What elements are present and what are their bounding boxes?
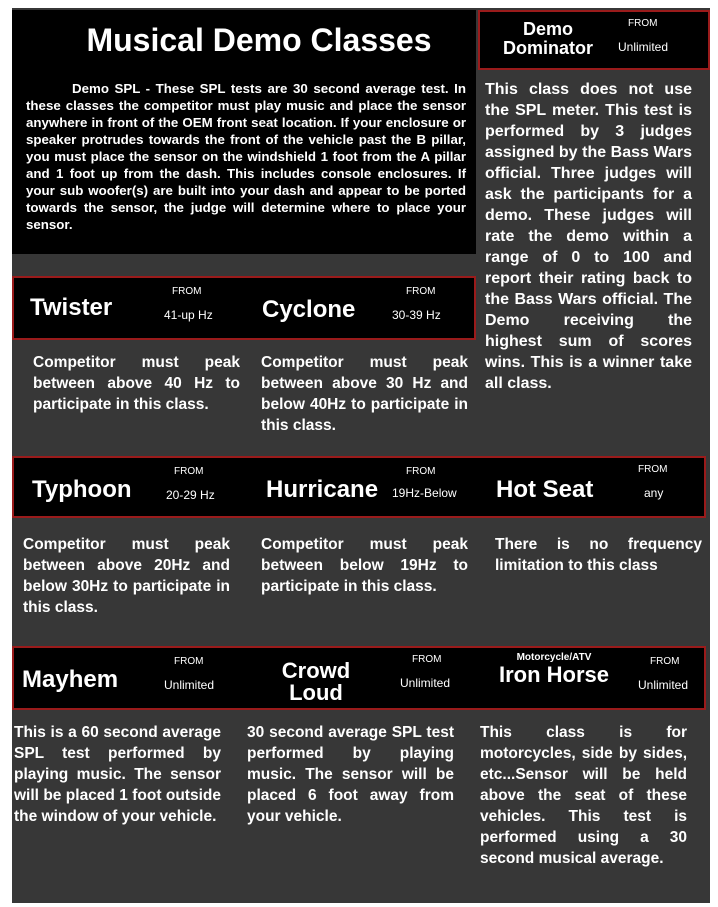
from-label: FROM [172,286,202,297]
range-value: Unlimited [400,676,451,690]
from-label: FROM [650,656,680,667]
from-label: FROM [406,466,436,477]
class-name-crowd-loud: Crowd Loud [281,658,351,705]
range-value: 20-29 Hz [166,488,215,502]
class-name-iron-horse: Iron Horse [498,662,610,687]
iron-horse-description: This class is for motorcycles, side by sides, etc...Sensor will be held above the seat of these vehicles. This test is performed using a 30 second musical average. [480,724,687,867]
twister-cyclone-header [12,276,476,340]
intro-text: Demo SPL - These SPL tests are 30 second average test. In these classes the competitor must play music and place the sensor anywhere in front of the OEM front seat location. If your enclosure or speaker protrudes towards the front of the vehicle past the B pillar, you must place the sensor on the windshield 1 foot from the A pillar and 1 foot up from the dash. This includes console enclosures. If your sub woofer(s) are built into your dash and appear to be ported towards the sensor, the judge will determine where to place your sensor. [26,81,466,232]
from-label: FROM [406,286,436,297]
crowd-loud-description: 30 second average SPL test performed by playing music. The sensor will be placed 6 foot away from your vehicle. [247,724,454,825]
demo-dominator-header [478,10,710,70]
from-label: FROM [174,656,204,667]
class-name-typhoon: Typhoon [32,476,132,503]
iron-horse-subtitle: Motorcycle/ATV [516,652,592,663]
class-name-hurricane: Hurricane [266,476,379,503]
typhoon-description: Competitor must peak between above 20Hz and below 30Hz to participate in this class. [23,536,230,616]
from-label: FROM [174,466,204,477]
range-value: 19Hz-Below [392,486,457,500]
from-label: FROM [412,654,442,665]
from-label: FROM [638,464,668,475]
demo-dominator-description: This class does not use the SPL meter. This test is performed by 3 judges assigned by the Bass Wars official. Three judges will ask the participants for a demo. These judges will rate the demo within a range of 0 to 100 and report their rating back to the Bass Wars official. The Demo receiving the highest sum of scores wins. This is a winner take all class. [485,81,692,392]
range-value: any [644,486,664,500]
class-name-cyclone: Cyclone [262,296,356,323]
range-value: Unlimited [618,40,669,54]
range-value: 30-39 Hz [392,308,441,322]
range-value: Unlimited [164,678,215,692]
class-name-twister: Twister [30,294,113,321]
mayhem-crowdloud-ironhorse-header [12,646,706,710]
mayhem-description: This is a 60 second average SPL test performed by playing music. The sensor will be placed 1 foot outside the window of your vehicle. [14,724,221,825]
twister-description: Competitor must peak between above 40 Hz to participate in this class. [33,354,240,413]
page-title: Musical Demo Classes [86,22,432,58]
class-name-mayhem: Mayhem [22,666,119,693]
from-label: FROM [628,18,658,29]
hurricane-description: Competitor must peak between below 19Hz to participate in this class. [261,536,468,595]
range-value: Unlimited [638,678,689,692]
class-name-demo-dominator: Demo Dominator [503,19,593,58]
typhoon-hurricane-hotseat-header [12,456,706,518]
class-name-hot-seat: Hot Seat [496,476,594,503]
cyclone-description: Competitor must peak between above 30 Hz and below 40Hz to participate in this class. [261,354,468,434]
intro-panel [12,10,476,254]
hot-seat-description: There is no frequency limitation to this class [495,536,702,574]
range-value: 41-up Hz [164,308,213,322]
